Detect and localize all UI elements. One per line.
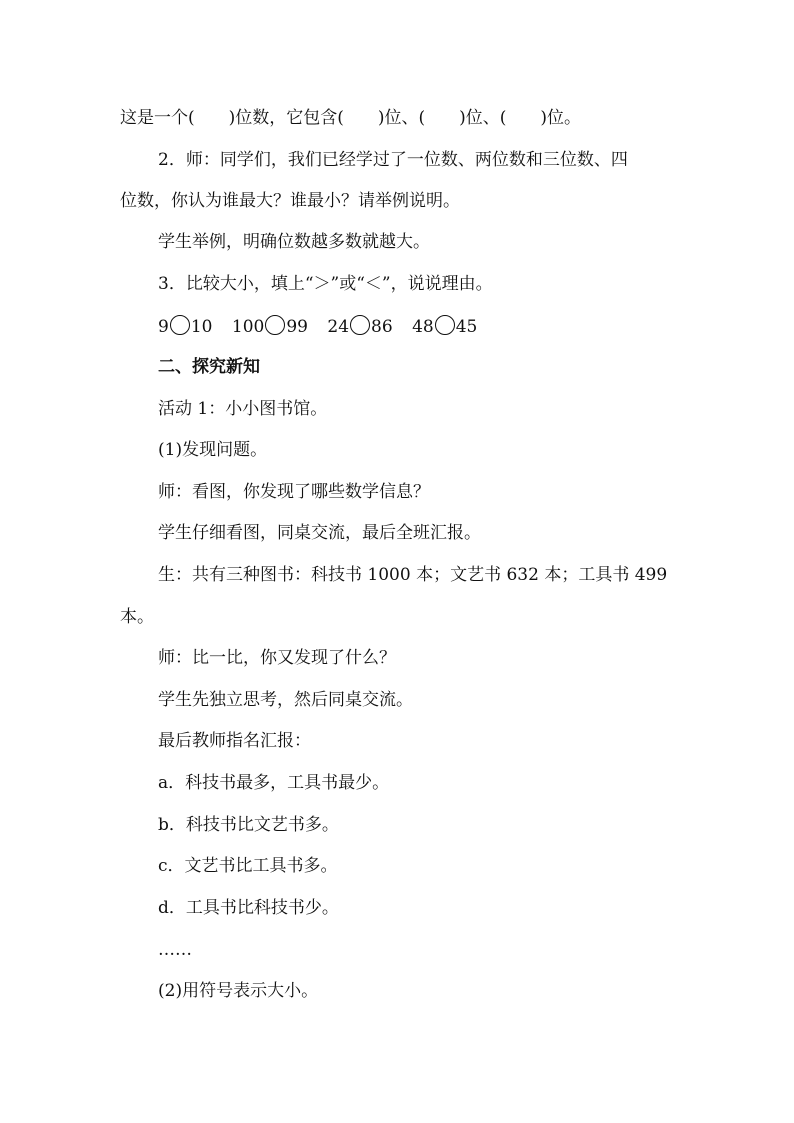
- comparison-left: 100: [231, 317, 265, 337]
- comparison-right: 99: [286, 317, 308, 337]
- text-line-15: 最后教师指名汇报：: [158, 731, 311, 751]
- text-line-19: d．工具书比科技书少。: [158, 898, 339, 918]
- comparison-left: 24: [327, 317, 350, 337]
- answer-circle[interactable]: [350, 315, 370, 335]
- comparison-row: [0, 312, 794, 342]
- answer-circle[interactable]: [170, 315, 190, 335]
- text-line-20: ……: [158, 940, 192, 960]
- text-line-3: 位数，你认为谁最大？谁最小？请举例说明。: [120, 191, 460, 211]
- text-line-14: 学生先独立思考，然后同桌交流。: [158, 690, 413, 710]
- comparison-3: [327, 312, 392, 342]
- text-line-4: 学生举例，明确位数越多数就越大。: [158, 232, 430, 252]
- text-line-2: 2．师：同学们，我们已经学过了一位数、两位数和三位数、四: [158, 150, 628, 170]
- text-line-7: 活动 1：小小图书馆。: [158, 399, 328, 419]
- comparison-1: [158, 312, 212, 342]
- comparison-right: 86: [371, 317, 393, 337]
- text-line-16: a．科技书最多，工具书最少。: [158, 773, 390, 793]
- text-line-8: (1)发现问题。: [158, 440, 268, 460]
- comparison-right: 10: [190, 317, 213, 337]
- text-line-17: b．科技书比文艺书多。: [158, 815, 339, 835]
- text-line-18: c．文艺书比工具书多。: [158, 856, 338, 876]
- answer-circle[interactable]: [265, 315, 285, 335]
- section-heading: 二、探究新知: [158, 357, 260, 377]
- answer-circle[interactable]: [435, 315, 455, 335]
- comparison-left: 9: [158, 317, 169, 337]
- comparison-4: [412, 312, 477, 342]
- text-line-12: 本。: [120, 607, 154, 627]
- text-line-1: 这是一个( )位数，它包含( )位、( )位、( )位。: [120, 108, 582, 128]
- text-line-13: 师：比一比，你又发现了什么？: [158, 648, 396, 668]
- text-line-10: 学生仔细看图，同桌交流，最后全班汇报。: [158, 523, 481, 543]
- text-line-21: (2)用符号表示大小。: [158, 981, 319, 1001]
- text-line-5: 3．比较大小，填上“＞”或“＜”，说说理由。: [158, 274, 493, 294]
- comparison-right: 45: [455, 317, 478, 337]
- comparison-left: 48: [412, 317, 434, 337]
- text-line-9: 师：看图，你发现了哪些数学信息？: [158, 482, 430, 502]
- comparison-2: [232, 312, 308, 342]
- text-line-11: 生：共有三种图书：科技书 1000 本；文艺书 632 本；工具书 499: [158, 565, 668, 585]
